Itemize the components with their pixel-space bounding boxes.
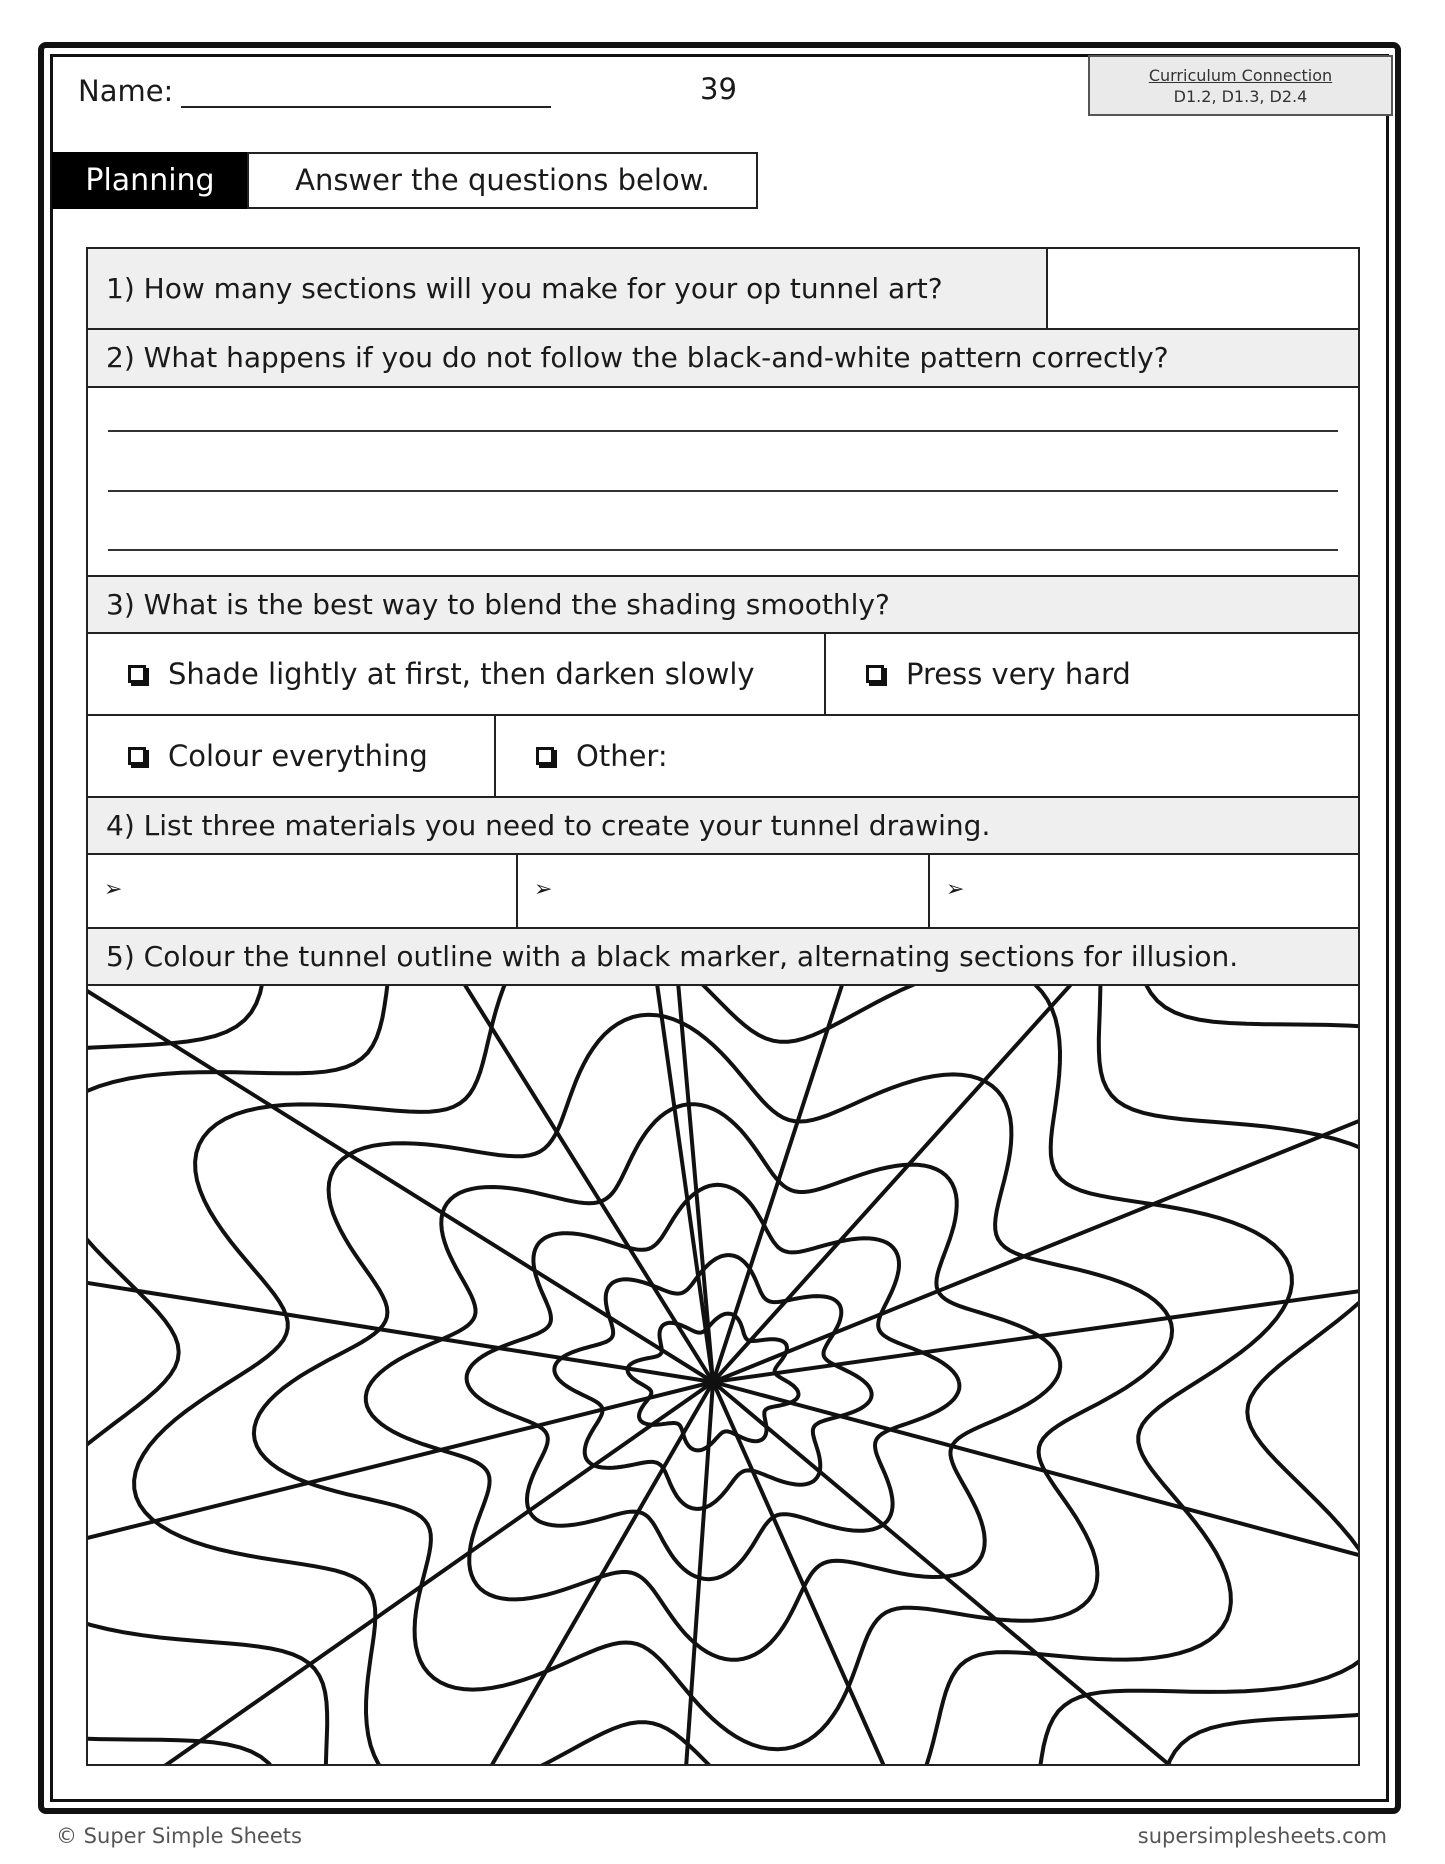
question-3-options-row-1: [88, 634, 1358, 716]
answer-line[interactable]: [108, 430, 1338, 432]
question-4-answer-row: [88, 855, 1358, 929]
curriculum-codes: D1.2, D1.3, D2.4: [1173, 87, 1308, 106]
question-2-answer-area[interactable]: [88, 388, 1358, 577]
curriculum-connection-box: [1088, 55, 1393, 116]
question-1-text: 1) How many sections will you make for your op tunnel art?: [88, 249, 1046, 328]
material-3-cell[interactable]: [928, 855, 1362, 927]
option-colour-everything[interactable]: [128, 716, 478, 796]
question-3-options-row-2: [88, 716, 1358, 798]
tunnel-ring-curve: [88, 986, 1358, 1764]
material-1-cell[interactable]: [88, 855, 516, 927]
tunnel-spoke-line: [713, 986, 1358, 1382]
tunnel-ring-curve: [88, 986, 1358, 1764]
arrow-bullet-icon: ➢: [946, 877, 965, 902]
option-label: Shade lightly at first, then darken slowly: [168, 657, 755, 691]
checkbox-icon[interactable]: [536, 747, 554, 765]
copyright-text: © Super Simple Sheets: [56, 1824, 302, 1848]
checkbox-icon[interactable]: [128, 665, 146, 683]
arrow-bullet-icon: ➢: [104, 877, 123, 902]
checkbox-icon[interactable]: [128, 747, 146, 765]
planning-tab: Planning: [52, 152, 248, 209]
tunnel-spoke-line: [713, 1382, 1358, 1667]
question-1-answer-box[interactable]: [1046, 249, 1362, 328]
tunnel-spoke-line: [713, 986, 1358, 1382]
option-label: Press very hard: [906, 657, 1131, 691]
question-1-row: [88, 249, 1358, 330]
name-field[interactable]: [78, 72, 551, 108]
tunnel-spoke-line: [130, 986, 713, 1382]
option-label: Colour everything: [168, 739, 428, 773]
option-other[interactable]: [494, 716, 1362, 796]
curriculum-title: Curriculum Connection: [1148, 66, 1333, 85]
arrow-bullet-icon: ➢: [534, 877, 553, 902]
checkbox-icon[interactable]: [866, 665, 884, 683]
website-text: supersimplesheets.com: [1137, 1824, 1387, 1848]
page-number: 39: [700, 72, 737, 106]
name-blank-line[interactable]: [181, 72, 551, 108]
material-2-cell[interactable]: [516, 855, 928, 927]
worksheet-table: [86, 247, 1360, 1766]
tunnel-spoke-line: [560, 986, 713, 1382]
name-label: Name:: [78, 74, 174, 108]
answer-line[interactable]: [108, 549, 1338, 551]
option-shade-lightly[interactable]: [128, 634, 818, 714]
section-instruction: Answer the questions below.: [247, 152, 758, 209]
tunnel-art-area[interactable]: [88, 986, 1358, 1764]
option-press-hard[interactable]: [824, 634, 1362, 714]
question-4-text: 4) List three materials you need to create your tunnel drawing.: [88, 798, 1358, 855]
option-label: Other:: [576, 739, 668, 773]
question-3-text: 3) What is the best way to blend the shading smoothly?: [88, 577, 1358, 634]
question-2-text: 2) What happens if you do not follow the black-and-white pattern correctly?: [88, 330, 1358, 388]
answer-line[interactable]: [108, 490, 1338, 492]
op-art-tunnel-drawing[interactable]: [88, 986, 1358, 1764]
question-5-text: 5) Colour the tunnel outline with a black marker, alternating sections for illusion.: [88, 929, 1358, 986]
